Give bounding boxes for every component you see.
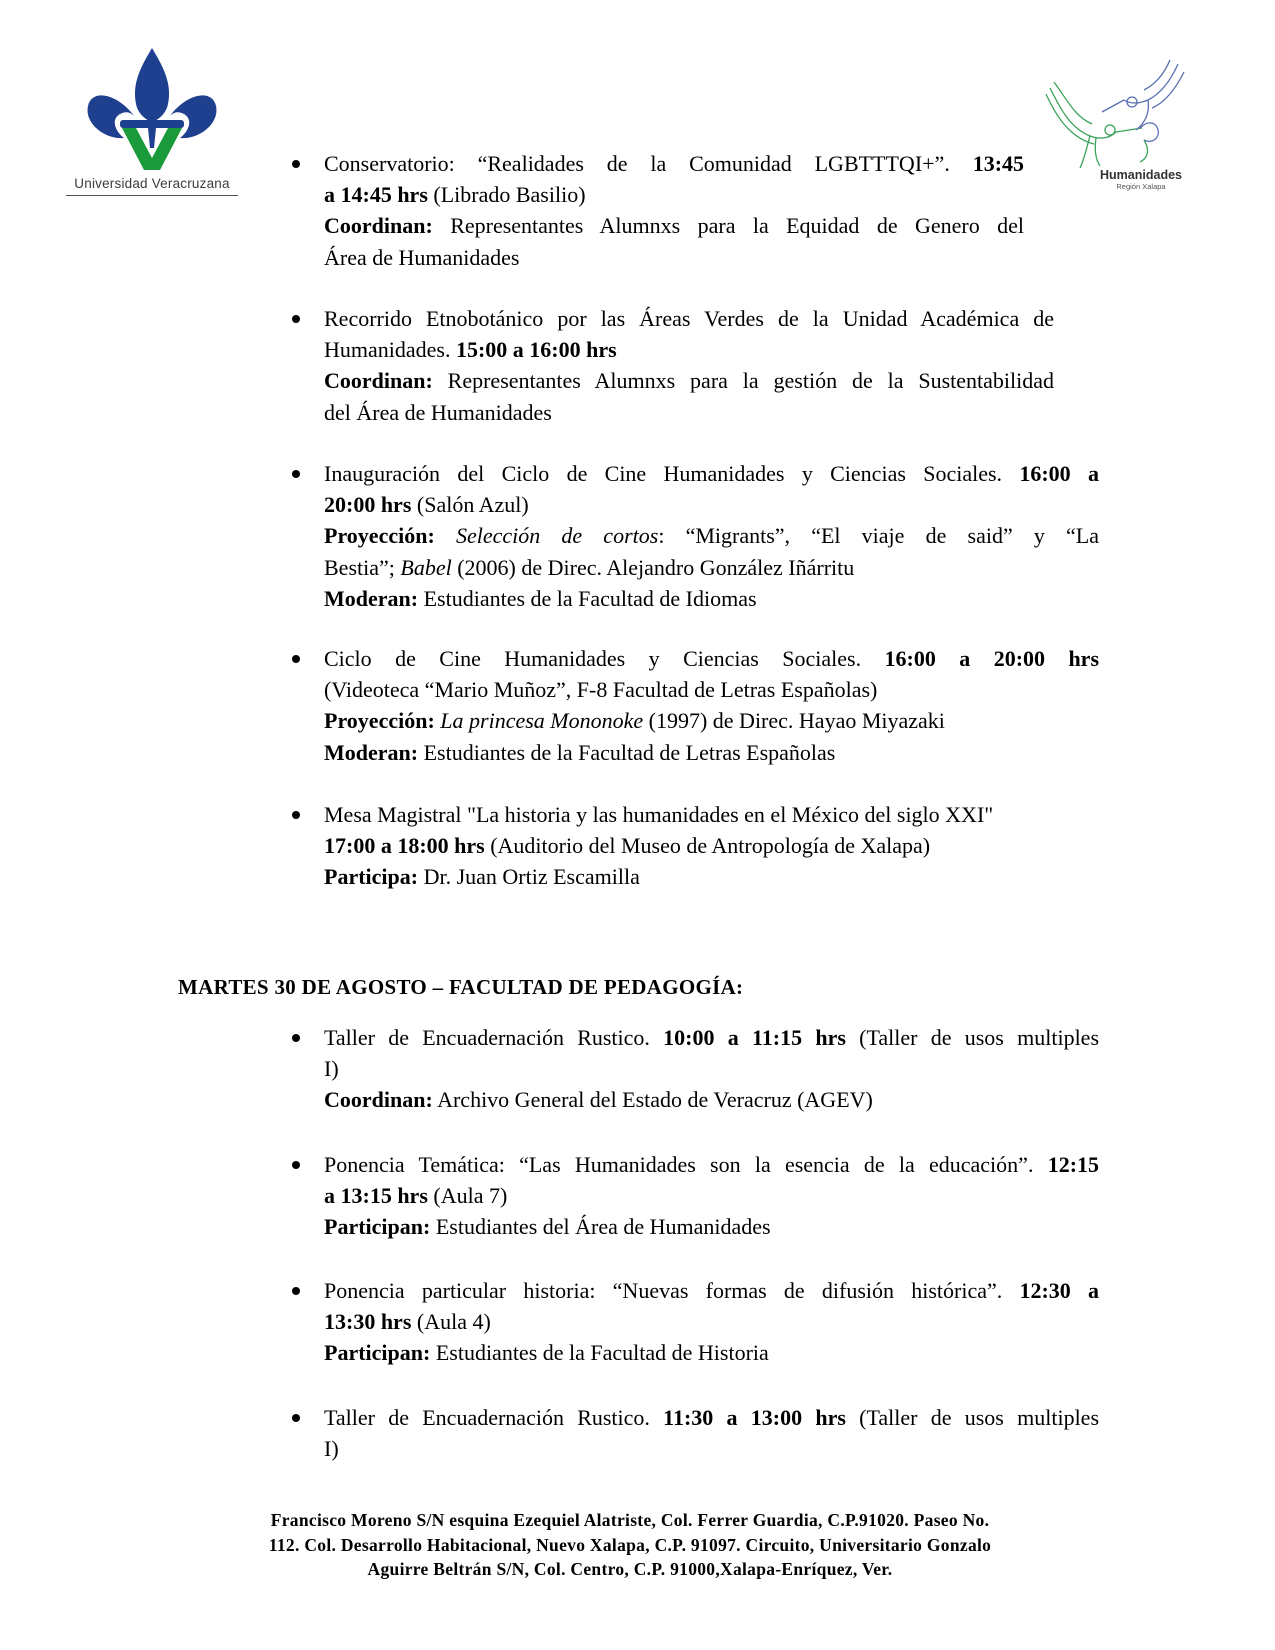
projection-title: La princesa Mononoke (440, 708, 644, 734)
coord-text: Área de Humanidades (324, 244, 520, 270)
list-item (324, 1149, 1099, 1243)
item-time: 11:30 a 13:00 hrs (663, 1405, 846, 1430)
item-time: 10:00 a 11:15 hrs (663, 1025, 846, 1050)
list-item (324, 148, 1099, 273)
section-title: MARTES 30 DE AGOSTO – FACULTAD DE PEDAGOGÍA: (178, 975, 744, 999)
item-time: 17:00 a 18:00 hrs (324, 833, 485, 859)
list-item (324, 799, 1099, 893)
item-text: Ciclo de Cine Humanidades y Ciencias Sociales. (324, 646, 862, 671)
item-location: I) (324, 1436, 339, 1462)
projection-label: Proyección: (324, 708, 435, 734)
item-location: (Librado Basilio) (427, 182, 586, 208)
item-time: 13:30 hrs (324, 1309, 412, 1335)
item-location: (Videoteca “Mario Muñoz”, F-8 Facultad de Letras Españolas) (324, 677, 878, 703)
coord-text: del Área de Humanidades (324, 399, 552, 425)
item-time: 13:45 (972, 151, 1025, 176)
item-time: 20:00 hrs (324, 492, 412, 518)
projection-title: Babel (400, 554, 452, 580)
coord-label: Coordinan: (324, 1087, 433, 1113)
projection-text: (1997) de Direc. Hayao Miyazaki (643, 708, 945, 734)
item-text: Ponencia particular historia: “Nuevas formas de difusión histórica”. (324, 1278, 1003, 1303)
item-location: I) (324, 1056, 339, 1082)
moderators-label: Moderan: (324, 585, 419, 611)
item-text: Taller de Encuadernación Rustico. (324, 1025, 650, 1050)
footer-address (180, 1508, 1080, 1582)
item-text: Recorrido Etnobotánico por las Áreas Verdes de la Unidad Académica de (324, 306, 1054, 331)
footer-line: Francisco Moreno S/N esquina Ezequiel Alatriste, Col. Ferrer Guardia, C.P.91020. Paseo No. (270, 1510, 990, 1530)
participant-label: Participa: (324, 864, 419, 890)
logo-divider (66, 195, 238, 196)
list-item (324, 643, 1099, 768)
moderators-text: Estudiantes de la Facultad de Letras Españolas (423, 739, 836, 765)
item-time: a 14:45 hrs (324, 182, 428, 208)
coord-text: Archivo General del Estado de Veracruz (AGEV) (437, 1087, 873, 1113)
bullet-icon (292, 655, 300, 663)
footer-line: Aguirre Beltrán S/N, Col. Centro, C.P. 91000,Xalapa-Enríquez, Ver. (367, 1559, 893, 1579)
item-location: (Auditorio del Museo de Antropología de Xalapa) (484, 833, 931, 859)
bullet-icon (292, 1034, 300, 1042)
item-time: 16:00 a (1019, 461, 1100, 486)
item-text: Taller de Encuadernación Rustico. (324, 1405, 650, 1430)
participant-label: Participan: (324, 1214, 431, 1240)
list-item (324, 1022, 1099, 1116)
universidad-veracruzana-logo (62, 44, 242, 196)
bullet-icon (292, 1414, 300, 1422)
item-time: 16:00 a 20:00 hrs (884, 646, 1100, 671)
list-item (324, 303, 1099, 428)
list-item (324, 1275, 1099, 1369)
item-location: (Salón Azul) (411, 492, 529, 518)
bullet-icon (292, 1161, 300, 1169)
participant-text: Estudiantes del Área de Humanidades (435, 1214, 771, 1240)
item-time: 15:00 a 16:00 hrs (455, 337, 617, 363)
coord-label: Coordinan: (324, 213, 433, 239)
list-item (324, 458, 1099, 614)
coord-label: Coordinan: (324, 368, 433, 394)
participant-label: Participan: (324, 1340, 431, 1366)
item-text: Conservatorio: “Realidades de la Comunidad LGBTTTQI+”. (324, 151, 950, 176)
fleur-de-lis-icon (62, 44, 242, 174)
item-location: (Aula 4) (411, 1309, 491, 1335)
item-time: a 13:15 hrs (324, 1183, 428, 1209)
projection-title: Selección de cortos (455, 523, 659, 549)
bullet-icon (292, 315, 300, 323)
bullet-icon (292, 470, 300, 478)
participant-text: Dr. Juan Ortiz Escamilla (423, 864, 640, 890)
item-time: 12:15 (1047, 1152, 1100, 1177)
projection-text: (2006) de Direc. Alejandro González Iñárritu (451, 554, 855, 580)
bullet-icon (292, 1287, 300, 1295)
footer-line: 112. Col. Desarrollo Habitacional, Nuevo Xalapa, C.P. 91097. Circuito, Universitario Gonzalo (268, 1534, 992, 1555)
item-location: (Taller de usos multiples (859, 1405, 1100, 1430)
projection-text: Bestia”; (324, 554, 401, 580)
list-item (324, 1402, 1099, 1464)
moderators-text: Estudiantes de la Facultad de Idiomas (423, 585, 757, 611)
item-location: (Taller de usos multiples (859, 1025, 1100, 1050)
projection-label: Proyección: (324, 523, 435, 549)
item-text: Humanidades. (324, 337, 451, 363)
humanidades-logo-text: Humanidades (1100, 168, 1182, 182)
item-time: 12:30 a (1019, 1278, 1100, 1303)
coord-text: Representantes Alumnxs para la gestión de la Sustentabilidad (447, 368, 1054, 394)
item-text: Mesa Magistral "La historia y las humanidades en el México del siglo XXI" (324, 802, 994, 827)
humanidades-logo-subtext: Región Xalapa (1116, 182, 1166, 191)
projection-text: : “Migrants”, “El viaje de said” y “La (658, 523, 1099, 549)
bullet-icon (292, 160, 300, 168)
item-text: Inauguración del Ciclo de Cine Humanidades y Ciencias Sociales. (324, 461, 1003, 486)
coord-text: Representantes Alumnxs para la Equidad de Genero del (450, 213, 1024, 239)
item-text: Ponencia Temática: “Las Humanidades son la esencia de la educación”. (324, 1152, 1034, 1177)
item-location: (Aula 7) (427, 1183, 508, 1209)
moderators-label: Moderan: (324, 739, 419, 765)
participant-text: Estudiantes de la Facultad de Historia (435, 1340, 769, 1366)
university-logo-text: Universidad Veracruzana (74, 176, 230, 191)
bullet-icon (292, 811, 300, 819)
